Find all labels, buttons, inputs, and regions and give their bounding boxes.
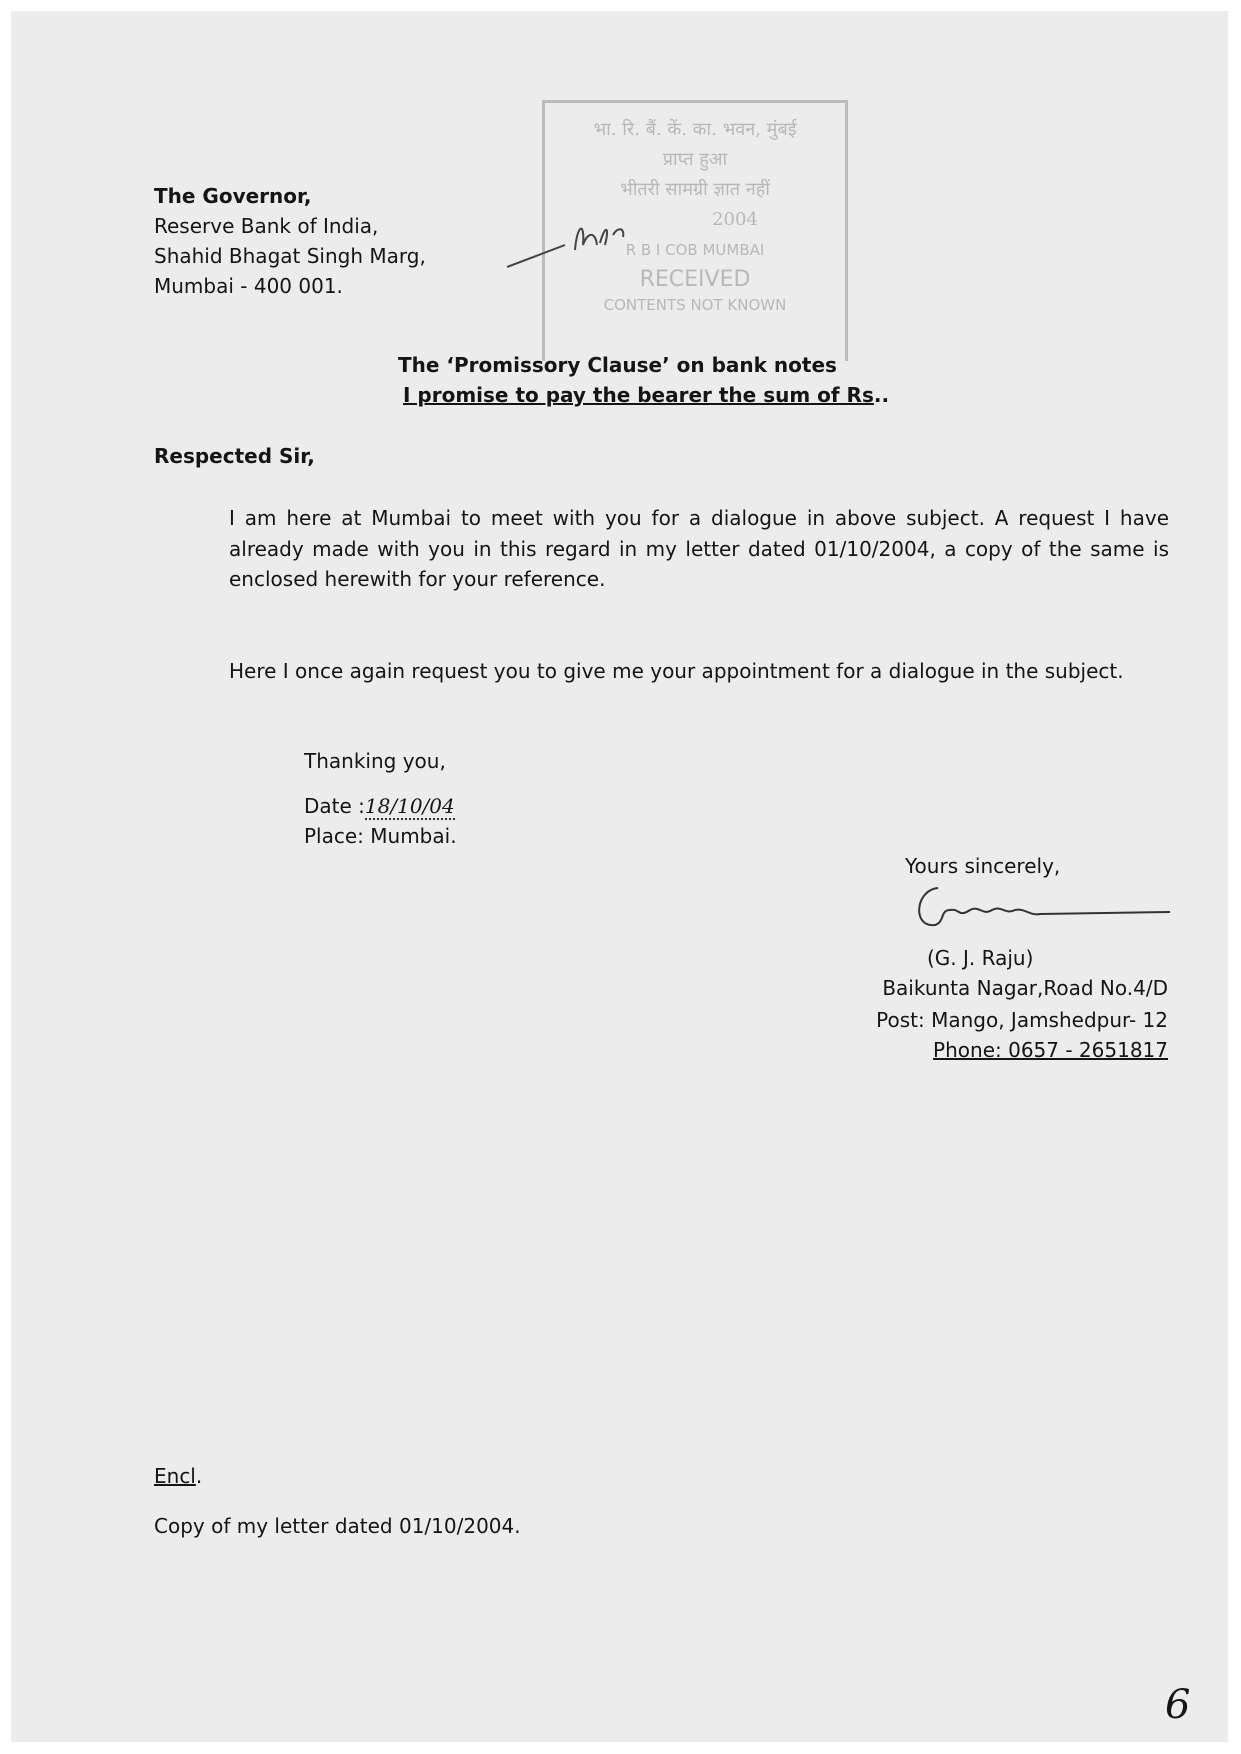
- subject-suffix: ..: [873, 383, 890, 407]
- phone-number: Phone: 0657 - 2651817: [933, 1038, 1168, 1062]
- stamp-line: भा. रि. बैं. कें. का. भवन, मुंबई: [593, 119, 797, 140]
- date-handwritten: 18/10/04: [364, 794, 455, 818]
- addressee-line: Shahid Bhagat Singh Marg,: [154, 244, 426, 268]
- enclosure-label-text: Encl: [154, 1464, 196, 1488]
- enclosure-item: Copy of my letter dated 01/10/2004.: [154, 1514, 521, 1538]
- addressee-title: The Governor,: [154, 184, 312, 208]
- page-number: 6: [1165, 1682, 1191, 1728]
- date-line: [304, 791, 455, 821]
- subject-subheading: [403, 380, 889, 410]
- stamp-line: R B I COB MUMBAI: [625, 241, 765, 259]
- body-paragraph: I am here at Mumbai to meet with you for a dialogue in above subject. A request I have already made with you in this regard in my letter dated 01/10/2004, a copy of the same is enclosed herewith for your reference.: [229, 506, 1169, 591]
- addressee-line: Mumbai - 400 001.: [154, 274, 343, 298]
- place-line: Place: Mumbai.: [304, 824, 457, 848]
- body-paragraph: Here I once again request you to give me your appointment for a dialogue in the subject.: [229, 659, 1124, 683]
- address-line: Post: Mango, Jamshedpur- 12: [876, 1008, 1168, 1032]
- stamp-line: RECEIVED: [639, 267, 751, 292]
- subject-quote: I promise to pay the bearer the sum of Rs: [403, 383, 874, 407]
- address-line: Baikunta Nagar,Road No.4/D: [882, 976, 1168, 1000]
- thanks-line: Thanking you,: [304, 749, 446, 773]
- signatory-name: (G. J. Raju): [927, 946, 1034, 970]
- date-label: Date :: [304, 794, 365, 818]
- salutation: Respected Sir,: [154, 444, 315, 468]
- stamp-line: CONTENTS NOT KNOWN: [603, 296, 787, 311]
- valediction: Yours sincerely,: [905, 854, 1061, 878]
- enclosure-label: [154, 1461, 202, 1491]
- initials-scribble: [505, 205, 645, 275]
- addressee-line: Reserve Bank of India,: [154, 214, 379, 238]
- enclosure-label-suffix: .: [195, 1464, 203, 1488]
- stamp-line: भीतरी सामग्री ज्ञात नहीं: [620, 179, 770, 200]
- subject-heading: The ‘Promissory Clause’ on bank notes: [398, 353, 837, 377]
- signature: [910, 880, 1180, 940]
- stamp-date: 2004: [712, 209, 758, 230]
- stamp-line: प्राप्त हुआ: [662, 149, 728, 170]
